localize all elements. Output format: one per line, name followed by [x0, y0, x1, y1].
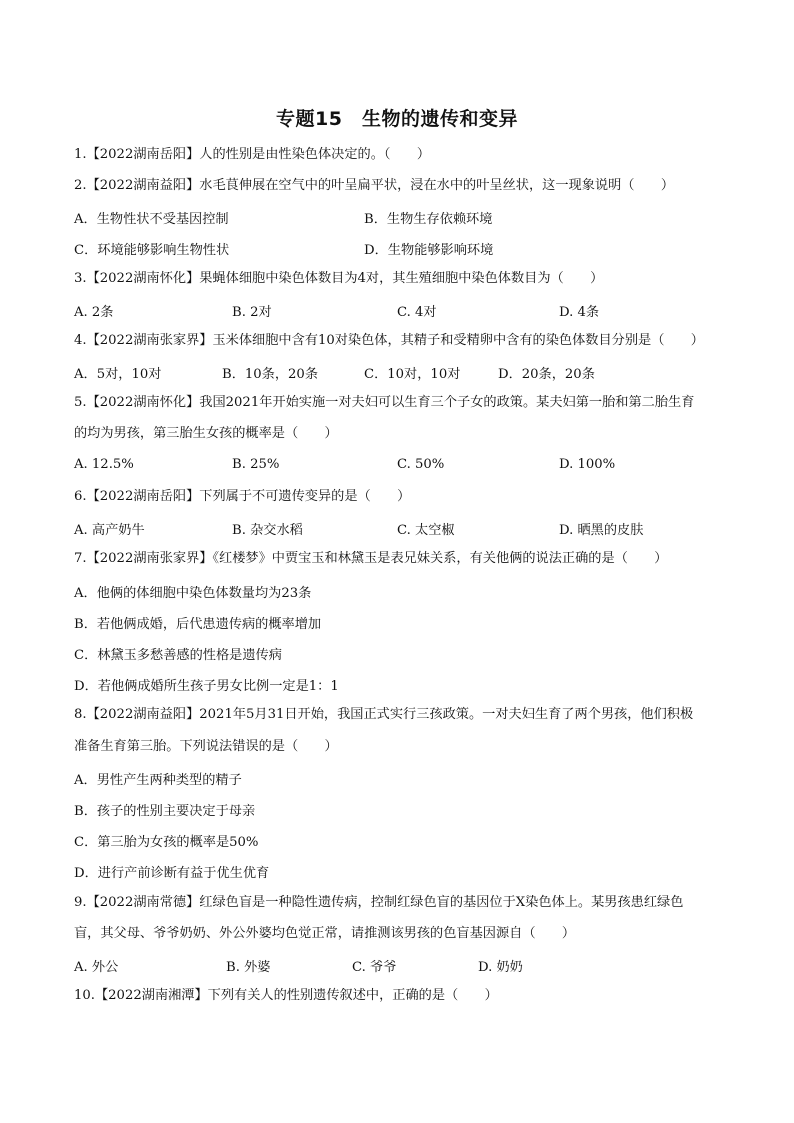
- question-5-cont: 的均为男孩，第三胎生女孩的概率是（ ）: [74, 426, 338, 441]
- question-1: 1.【2022湖南岳阳】人的性别是由性染色体决定的。（ ）: [74, 147, 431, 162]
- question-2: 2.【2022湖南益阳】水毛茛伸展在空气中的叶呈扁平状，浸在水中的叶呈丝状，这一现象说明（ ）: [74, 178, 675, 193]
- q8-option-b: B．孩子的性别主要决定于母亲: [74, 804, 256, 819]
- q3-option-d: D. 4条: [559, 305, 600, 320]
- q9-option-c: C. 爷爷: [352, 960, 397, 975]
- q7-option-c: C．林黛玉多愁善感的性格是遗传病: [74, 648, 282, 663]
- q9-option-a: A. 外公: [74, 960, 119, 975]
- q3-option-c: C. 4对: [397, 305, 437, 320]
- q2-option-a: A．生物性状不受基因控制: [74, 212, 229, 227]
- question-9: 9.【2022湖南常德】红绿色盲是一种隐性遗传病，控制红绿色盲的基因位于X染色体上。某男孩患红绿色: [74, 895, 684, 910]
- q4-option-d: D．20条，20条: [498, 367, 595, 382]
- q7-option-a: A．他俩的体细胞中染色体数量均为23条: [74, 586, 312, 601]
- q6-option-d: D. 晒黑的皮肤: [559, 523, 644, 538]
- q7-option-b: B．若他俩成婚，后代患遗传病的概率增加: [74, 617, 322, 632]
- q5-option-a: A. 12.5%: [74, 457, 134, 472]
- q4-option-b: B．10条，20条: [222, 367, 319, 382]
- page-title: 专题15 生物的遗传和变异: [276, 108, 518, 130]
- q6-option-a: A. 高产奶牛: [74, 523, 145, 538]
- q6-option-b: B. 杂交水稻: [232, 523, 303, 538]
- q2-option-c: C．环境能够影响生物性状: [74, 243, 230, 258]
- q3-option-a: A. 2条: [74, 305, 114, 320]
- question-4: 4.【2022湖南张家界】玉米体细胞中含有10对染色体，其精子和受精卵中含有的染色体数目分别是（ ）: [74, 333, 704, 348]
- question-7: 7.【2022湖南张家界】《红楼梦》中贾宝玉和林黛玉是表兄妹关系，有关他俩的说法正确的是（ ）: [74, 551, 668, 566]
- q3-option-b: B. 2对: [232, 305, 272, 320]
- question-5: 5.【2022湖南怀化】我国2021年开始实施一对夫妇可以生育三个子女的政策。某夫妇第一胎和第二胎生育: [74, 395, 695, 410]
- q8-option-d: D．进行产前诊断有益于优生优育: [74, 866, 270, 881]
- question-3: 3.【2022湖南怀化】果蝇体细胞中染色体数目为4对，其生殖细胞中染色体数目为（ ）: [74, 271, 604, 286]
- q8-option-a: A．男性产生两种类型的精子: [74, 773, 242, 788]
- question-10: 10.【2022湖南湘潭】下列有关人的性别遗传叙述中，正确的是（ ）: [74, 988, 498, 1003]
- q4-option-c: C．10对，10对: [364, 367, 461, 382]
- question-9-cont: 盲，其父母、爷爷奶奶、外公外婆均色觉正常，请推测该男孩的色盲基因源自（ ）: [74, 926, 576, 941]
- q5-option-d: D. 100%: [559, 457, 616, 472]
- q9-option-d: D. 奶奶: [478, 960, 523, 975]
- q7-option-d: D．若他俩成婚所生孩子男女比例一定是1：1: [74, 679, 339, 694]
- q9-option-b: B. 外婆: [226, 960, 271, 975]
- q5-option-c: C. 50%: [397, 457, 445, 472]
- q4-option-a: A．5对，10对: [74, 367, 162, 382]
- q6-option-c: C. 太空椒: [397, 523, 455, 538]
- question-8: 8.【2022湖南益阳】2021年5月31日开始，我国正式实行三孩政策。一对夫妇生育了两个男孩，他们积极: [74, 707, 694, 722]
- q5-option-b: B. 25%: [232, 457, 280, 472]
- question-6: 6.【2022湖南岳阳】下列属于不可遗传变异的是（ ）: [74, 489, 411, 504]
- q8-option-c: C．第三胎为女孩的概率是50%: [74, 835, 259, 850]
- q2-option-d: D．生物能够影响环境: [364, 243, 494, 258]
- q2-option-b: B．生物生存依赖环境: [364, 212, 493, 227]
- question-8-cont: 准备生育第三胎。下列说法错误的是（ ）: [74, 739, 338, 754]
